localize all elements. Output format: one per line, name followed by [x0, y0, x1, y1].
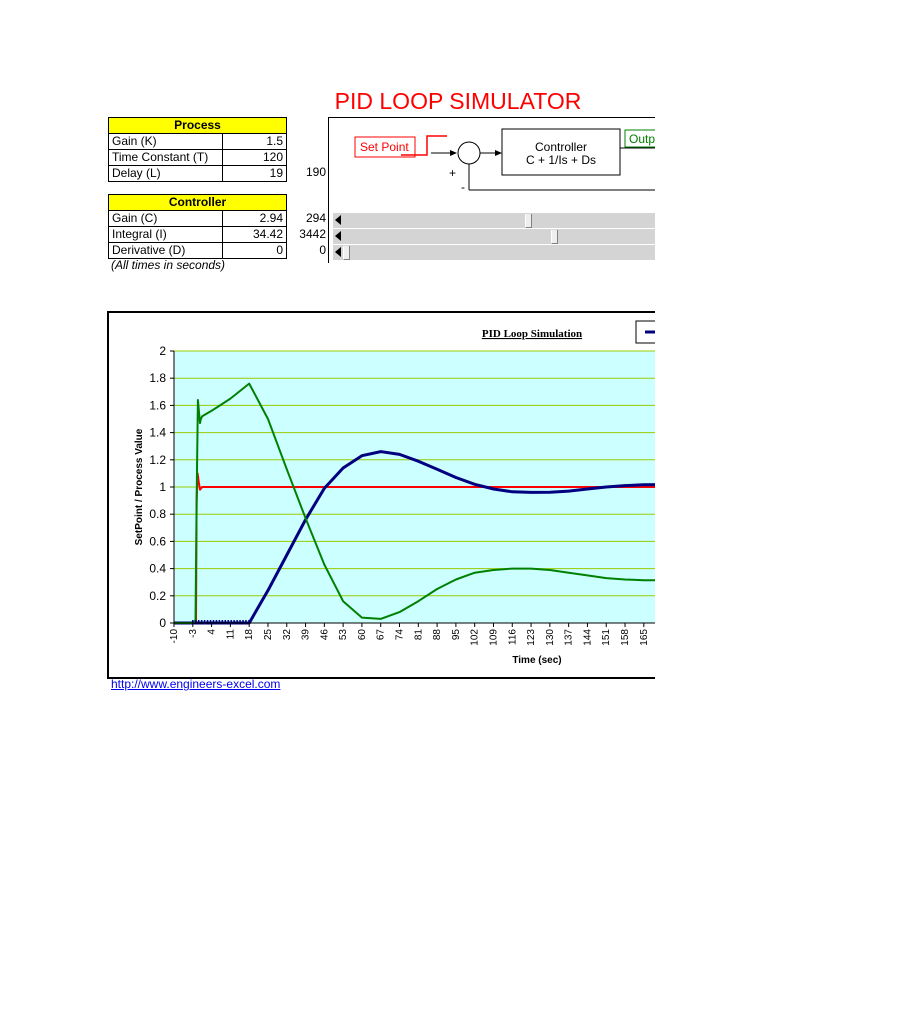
table-row	[109, 134, 287, 150]
x-tick-label: 95	[450, 629, 462, 641]
gain-slider-thumb[interactable]	[525, 214, 532, 228]
summing-junction-icon	[458, 142, 480, 164]
x-tick-label: 130	[544, 629, 556, 646]
derivative-slider[interactable]	[333, 245, 673, 260]
y-tick-label: 0.8	[149, 507, 166, 522]
x-tick-label: 88	[432, 629, 444, 641]
y-tick-labels	[149, 344, 174, 630]
x-tick-label: -10	[169, 629, 180, 644]
chart-title: PID Loop Simulation	[481, 328, 583, 340]
slider-left-arrow-icon[interactable]	[335, 231, 341, 241]
slider-left-arrow-icon[interactable]	[335, 215, 341, 225]
table-row	[109, 211, 287, 227]
chart-x-axis-label: Time (sec)	[512, 655, 562, 666]
process-delay-input[interactable]: 19	[222, 166, 286, 182]
minus-sign: -	[461, 180, 465, 194]
slider-left-arrow-icon[interactable]	[335, 247, 341, 257]
x-tick-label: 158	[620, 629, 632, 646]
y-tick-label: 1.4	[149, 425, 166, 440]
integral-slider-thumb[interactable]	[551, 230, 558, 244]
process-gain-input[interactable]: 1.5	[222, 134, 286, 150]
x-tick-label: 109	[488, 629, 500, 646]
x-tick-label: 4	[206, 629, 218, 635]
chart-frame	[107, 311, 671, 679]
table-row	[109, 227, 287, 243]
x-tick-label: 67	[375, 629, 387, 641]
x-tick-label: 53	[338, 629, 350, 641]
times-note: (All times in seconds)	[111, 258, 226, 272]
x-tick-label: -3	[187, 629, 199, 638]
controller-gain-input[interactable]: 2.94	[222, 211, 286, 227]
output-label: Outp	[629, 132, 656, 146]
process-time-constant-input[interactable]: 120	[222, 150, 286, 166]
controller-table	[108, 194, 287, 259]
integral-scaled-value: 3442	[299, 227, 326, 241]
process-table	[108, 117, 287, 182]
controller-gain-label: Gain (C)	[109, 211, 223, 227]
derivative-slider-thumb[interactable]	[343, 246, 350, 260]
process-gain-label: Gain (K)	[109, 134, 223, 150]
x-tick-label: 60	[356, 629, 368, 641]
footer-link[interactable]: http://www.engineers-excel.com	[111, 677, 281, 691]
plus-sign: +	[449, 166, 457, 180]
y-tick-label: 1.2	[149, 452, 166, 467]
controller-table-header: Controller	[109, 195, 287, 211]
gain-scaled-value: 294	[305, 211, 326, 225]
arrowhead-icon	[450, 150, 457, 156]
page-title: PID LOOP SIMULATOR	[334, 88, 582, 114]
x-tick-label: 46	[319, 629, 331, 641]
controller-derivative-label: Derivative (D)	[109, 243, 223, 259]
pid-chart	[109, 313, 669, 677]
x-tick-label: 25	[262, 629, 274, 641]
derivative-scaled-value: 0	[319, 243, 326, 257]
table-row	[109, 150, 287, 166]
x-tick-label: 74	[394, 629, 406, 641]
controller-derivative-input[interactable]: 0	[222, 243, 286, 259]
arrowhead-icon	[495, 150, 502, 156]
x-tick-label: 165	[638, 629, 650, 646]
set-point-label: Set Point	[360, 140, 409, 154]
y-tick-label: 0	[159, 616, 166, 630]
page-clip-area	[655, 0, 768, 1024]
x-tick-label: 102	[469, 629, 481, 646]
x-tick-label: 11	[225, 629, 237, 640]
x-tick-label: 81	[413, 629, 425, 641]
table-row	[109, 243, 287, 259]
y-tick-label: 1	[159, 480, 166, 494]
y-tick-label: 1.6	[149, 398, 166, 413]
controller-integral-label: Integral (I)	[109, 227, 223, 243]
x-tick-label: 151	[601, 629, 613, 646]
x-tick-label: 144	[582, 629, 594, 646]
diagram-panel	[328, 117, 659, 263]
table-row	[109, 166, 287, 182]
process-table-header: Process	[109, 118, 287, 134]
x-tick-label: 123	[526, 629, 538, 646]
x-tick-label: 18	[244, 629, 256, 641]
integral-slider[interactable]	[333, 229, 673, 244]
delay-scaled-value: 190	[305, 165, 326, 179]
y-tick-label: 0.4	[149, 561, 166, 576]
controller-block-title: Controller	[534, 140, 588, 154]
controller-integral-input[interactable]: 34.42	[222, 227, 286, 243]
y-tick-label: 1.8	[149, 371, 166, 386]
process-delay-label: Delay (L)	[109, 166, 223, 182]
x-tick-label: 116	[507, 629, 519, 645]
chart-y-axis-label: SetPoint / Process Value	[134, 428, 145, 546]
x-tick-label: 32	[281, 629, 293, 641]
process-time-constant-label: Time Constant (T)	[109, 150, 223, 166]
x-tick-label: 137	[563, 629, 575, 646]
x-tick-label: 39	[300, 629, 312, 641]
controller-block-formula: C + 1/Is + Ds	[525, 153, 597, 167]
x-tick-labels	[169, 623, 725, 646]
gain-slider[interactable]	[333, 213, 673, 228]
y-tick-label: 0.6	[149, 534, 166, 549]
y-tick-label: 2	[159, 344, 166, 358]
y-tick-label: 0.2	[149, 588, 166, 603]
